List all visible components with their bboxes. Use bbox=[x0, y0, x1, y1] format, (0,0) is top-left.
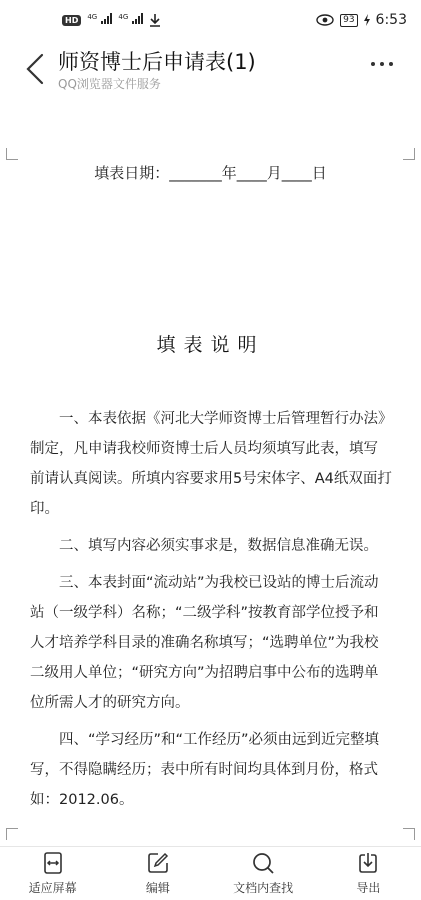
signal-bars-2-icon bbox=[132, 13, 143, 24]
export-icon bbox=[356, 851, 380, 875]
edit-label: 编辑 bbox=[145, 881, 170, 895]
bottom-toolbar bbox=[0, 846, 421, 900]
document-viewer[interactable] bbox=[0, 98, 421, 846]
hd-badge: HD bbox=[62, 15, 81, 26]
crop-mark-bottom-right bbox=[403, 828, 415, 840]
crop-mark-top-left bbox=[6, 148, 18, 160]
find-in-document-button[interactable] bbox=[211, 847, 316, 900]
instruction-paragraph: 三、本表封面“流动站”为我校已设站的博士后流动站（一级学科）名称；“二级学科”按教育部学位授予和人才培养学科目录的准确名称填写；“选聘单位”为我校二级用人单位；“研究方向”为招聘启事中公布的选聘单位所需人才的研究方向。 bbox=[30, 575, 379, 711]
signal-1 bbox=[87, 13, 112, 28]
search-icon bbox=[251, 851, 275, 875]
dot-icon bbox=[371, 62, 375, 66]
crop-mark-top-right bbox=[403, 148, 415, 160]
fill-date-line: 填表日期：_______年____月____日 bbox=[94, 164, 327, 182]
export-label: 导出 bbox=[356, 881, 381, 895]
edit-button[interactable] bbox=[105, 847, 210, 900]
document-source: QQ浏览器文件服务 bbox=[58, 77, 161, 91]
title-bar bbox=[0, 40, 421, 98]
network-type-2: 4G bbox=[118, 12, 129, 21]
signal-bars-1-icon bbox=[101, 13, 112, 24]
battery-indicator: 93 bbox=[340, 14, 357, 27]
status-bar bbox=[0, 0, 421, 40]
back-button[interactable] bbox=[22, 52, 48, 86]
charging-icon bbox=[364, 14, 370, 26]
chevron-left-icon bbox=[22, 52, 48, 86]
download-icon bbox=[149, 13, 161, 27]
instructions-body bbox=[30, 404, 392, 822]
network-type-1: 4G bbox=[87, 12, 98, 21]
export-button[interactable] bbox=[316, 847, 421, 900]
instruction-paragraph: 二、填写内容必须实事求是，数据信息准确无误。 bbox=[59, 538, 378, 554]
fit-screen-button[interactable] bbox=[0, 847, 105, 900]
crop-mark-bottom-left bbox=[6, 828, 18, 840]
more-options-button[interactable] bbox=[371, 62, 393, 66]
document-title: 师资博士后申请表(1) bbox=[58, 50, 256, 74]
fit-screen-label: 适应屏幕 bbox=[28, 881, 77, 895]
signal-2 bbox=[118, 13, 143, 28]
fit-screen-icon bbox=[41, 851, 65, 875]
status-right bbox=[316, 12, 407, 28]
find-label: 文档内查找 bbox=[233, 881, 294, 895]
instruction-paragraph: 四、“学习经历”和“工作经历”必须由远到近完整填写，不得隐瞒经历；表中所有时间均具体到月份，格式如：2012.06。 bbox=[30, 732, 380, 808]
status-left bbox=[62, 13, 161, 28]
eye-icon bbox=[316, 14, 334, 26]
dot-icon bbox=[380, 62, 384, 66]
instructions-heading: 填表说明 bbox=[156, 334, 265, 356]
clock: 6:53 bbox=[375, 12, 407, 28]
dot-icon bbox=[389, 62, 393, 66]
edit-icon bbox=[146, 851, 170, 875]
instruction-paragraph: 一、本表依据《河北大学师资博士后管理暂行办法》制定，凡申请我校师资博士后人员均须填写此表，填写前请认真阅读。所填内容要求用5号宋体字、A4纸双面打印。 bbox=[30, 411, 392, 517]
